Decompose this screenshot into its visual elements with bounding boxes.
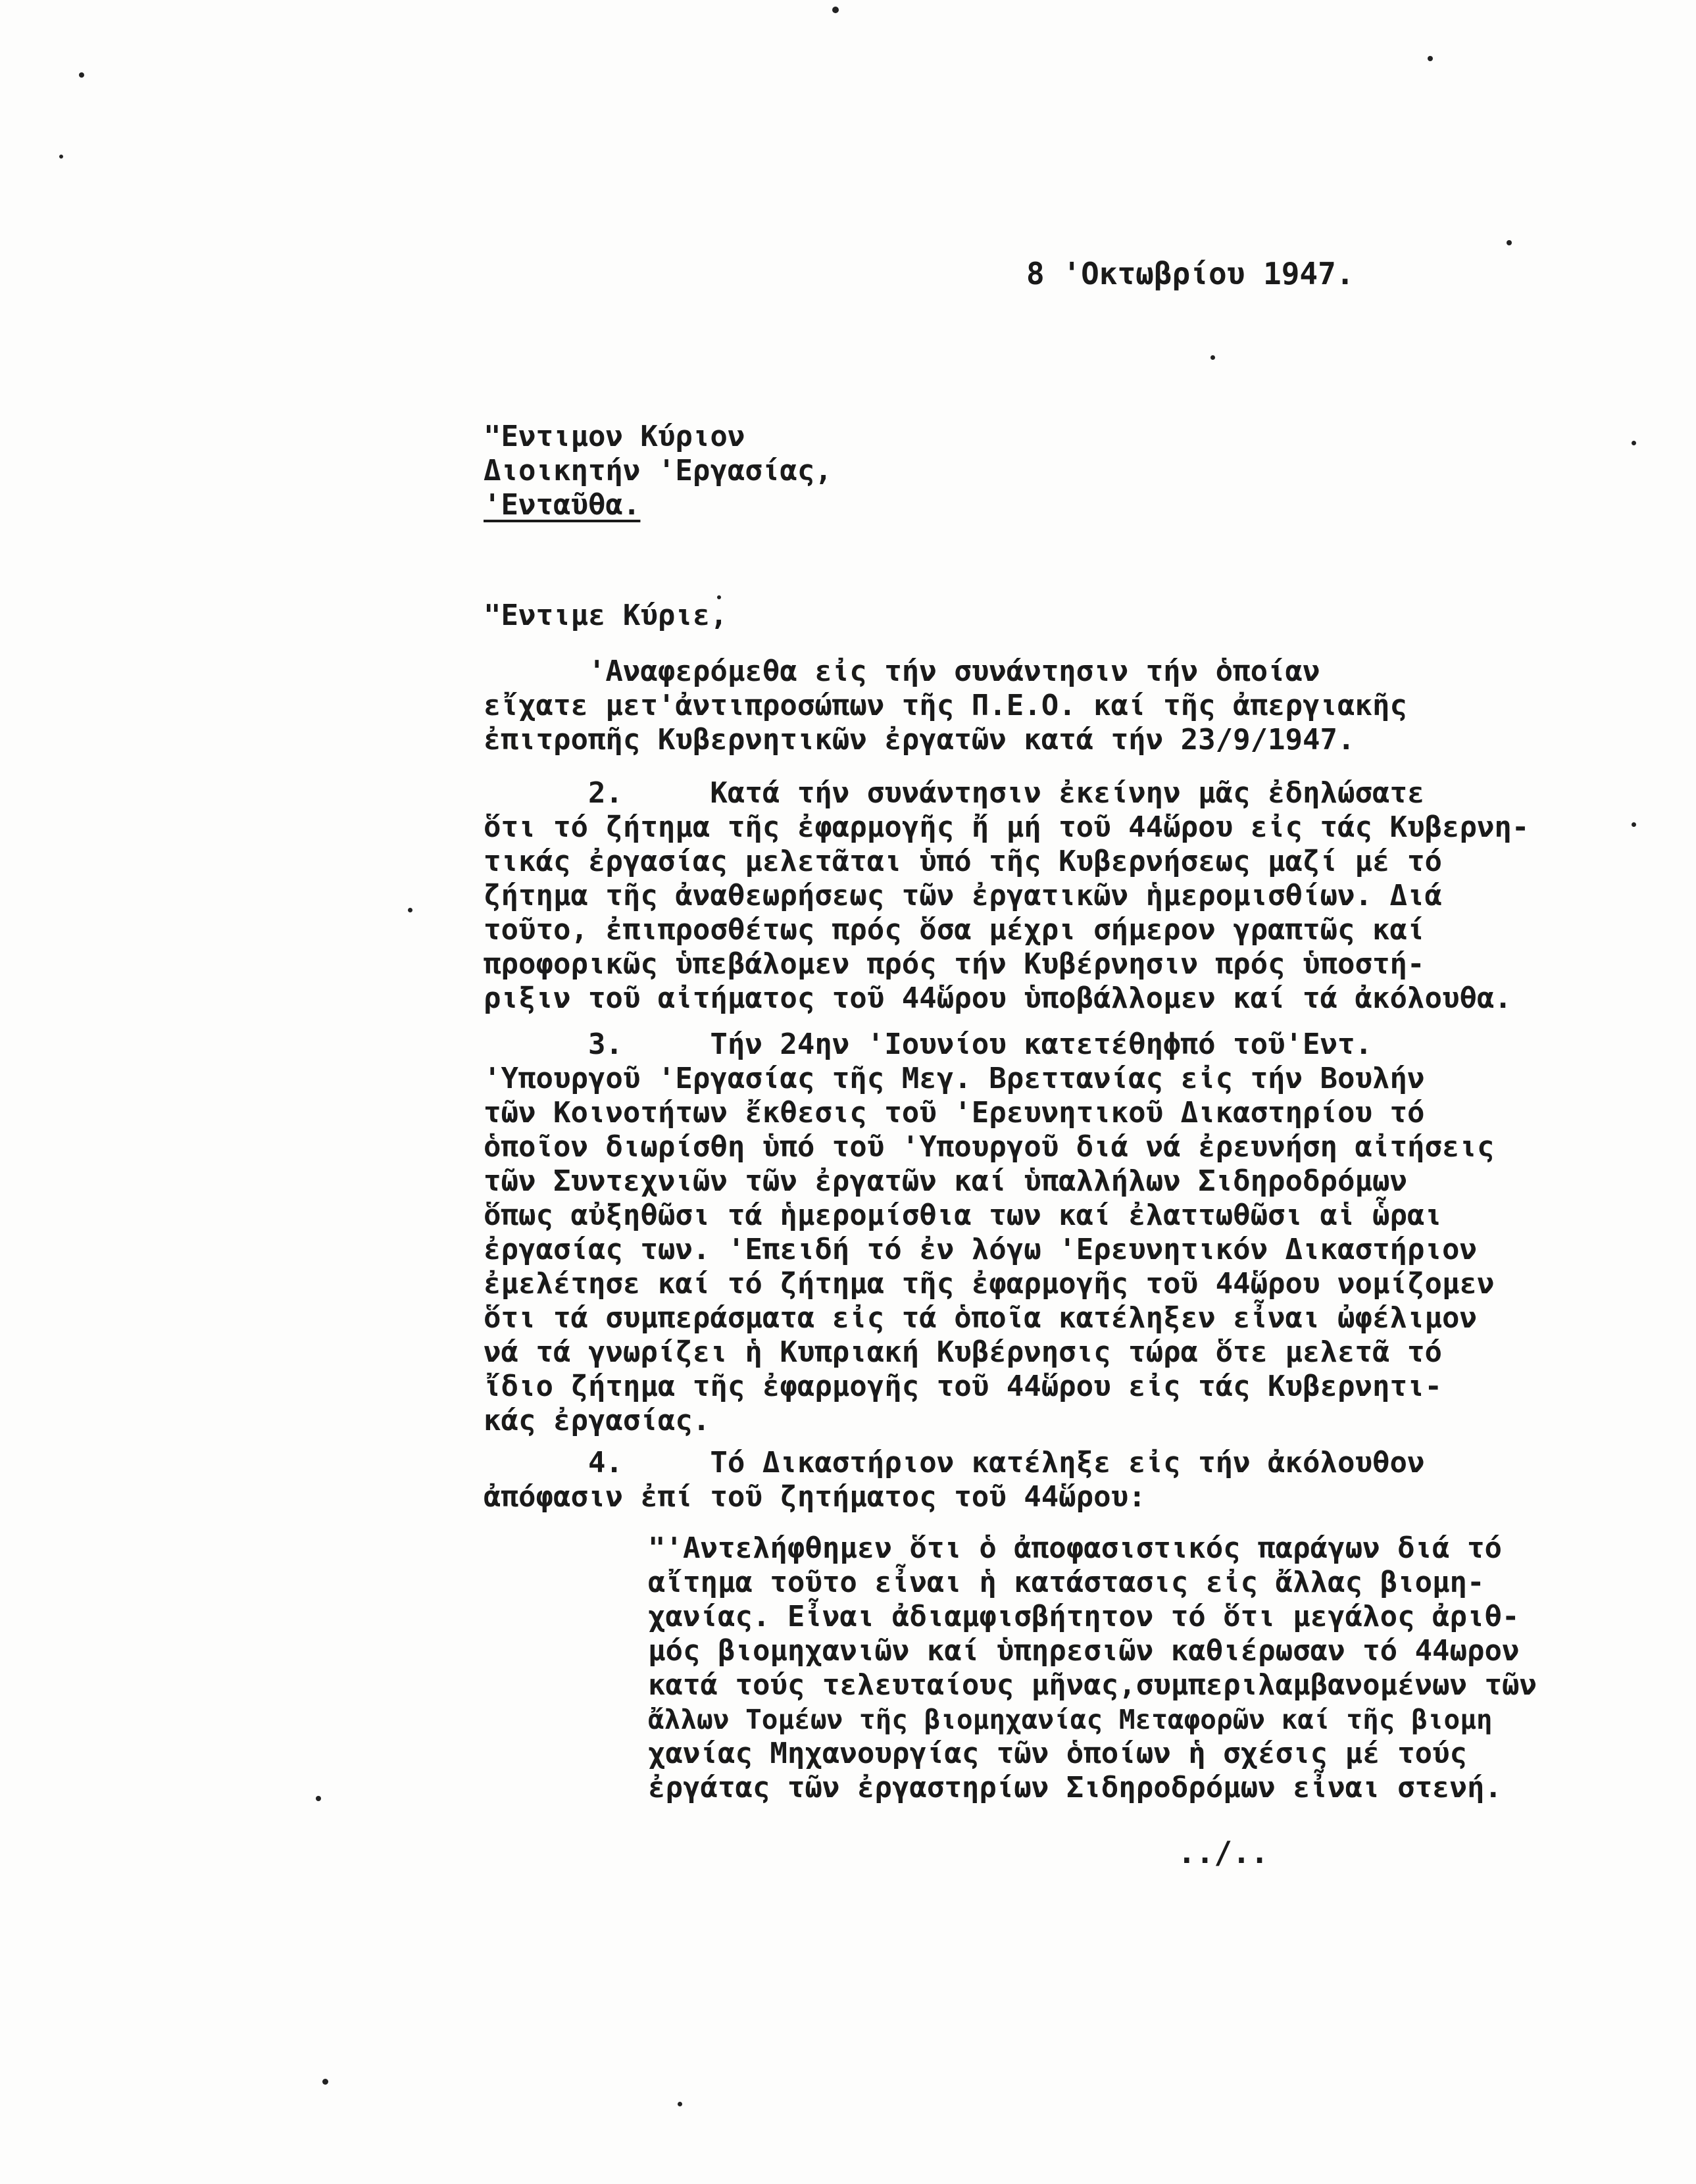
scan-speck [1507, 240, 1512, 245]
paragraph-3-line: ἴδιο ζήτημα τῆς ἐφαρμογῆς τοῦ 44ὥρου εἰς τάς Κυβερνητι- [484, 1370, 1442, 1403]
address-line-recipient: "Εντιμον Κύριον [484, 420, 745, 453]
paragraph-2-line: 2. Κατά τήν συνάντησιν ἐκείνην μᾶς ἐδηλώσατε [484, 776, 1425, 810]
paragraph-3-line: ὅτι τά συμπεράσματα εἰς τά ὁποῖα κατέληξεν εἶναι ὠφέλιμον [484, 1301, 1477, 1335]
scan-speck [79, 72, 84, 78]
salutation: "Εντιμε Κύριε, [484, 599, 728, 632]
quote-line: "'Αντελήφθημεν ὅτι ὁ ἀποφασιστικός παράγων διά τό [648, 1531, 1503, 1565]
quote-line: μός βιομηχανιῶν καί ὑπηρεσιῶν καθιέρωσαν τό 44ωρον [648, 1634, 1520, 1668]
quote-line: χανίας Μηχανουργίας τῶν ὁποίων ἡ σχέσις μέ τούς [648, 1737, 1468, 1770]
letter-date: 8 'Οκτωβρίου 1947. [1026, 256, 1355, 291]
scan-speck [832, 7, 839, 13]
paragraph-2-line: ζήτημα τῆς ἀναθεωρήσεως τῶν ἐργατικῶν ἡμερομισθίων. Διά [484, 879, 1442, 912]
paragraph-3-line: ἐργασίας των. 'Επειδή τό ἐν λόγω 'Ερευνητικόν Δικαστήριον [484, 1233, 1477, 1266]
paragraph-2-line: ὅτι τό ζήτημα τῆς ἐφαρμογῆς ἤ μή τοῦ 44ὥρου εἰς τάς Κυβερνη- [484, 810, 1530, 844]
paragraph-4-line: 4. Τό Δικαστήριον κατέληξε εἰς τήν ἀκόλουθον [484, 1446, 1425, 1479]
paragraph-3-line: τῶν Κοινοτήτων ἔκθεσις τοῦ 'Ερευνητικοῦ Δικαστηρίου τό [484, 1096, 1425, 1129]
paragraph-1-line: εἴχατε μετ'ἀντιπροσώπων τῆς Π.Ε.Ο. καί τῆς ἀπεργιακῆς [484, 689, 1407, 722]
quote-line: κατά τούς τελευταίους μῆνας,συμπεριλαμβανομένων τῶν [648, 1668, 1537, 1702]
quote-line: χανίας. Εἶναι ἀδιαμφισβήτητον τό ὅτι μεγάλος ἀριθ- [648, 1600, 1520, 1633]
scan-speck [1632, 822, 1636, 827]
scan-speck [1632, 441, 1636, 445]
paragraph-3-line: τῶν Συντεχνιῶν τῶν ἐργατῶν καί ὑπαλλήλων Σιδηροδρόμων [484, 1164, 1407, 1198]
paragraph-2-line: τικάς ἐργασίας μελετᾶται ὑπό τῆς Κυβερνήσεως μαζί μέ τό [484, 845, 1442, 878]
paragraph-1-line: ἐπιτροπῆς Κυβερνητικῶν ἐργατῶν κατά τήν 23/9/1947. [484, 723, 1355, 757]
paragraph-3-line: κάς ἐργασίας. [484, 1404, 711, 1437]
paragraph-3-line: ὅπως αὐξηθῶσι τά ἡμερομίσθια των καί ἐλαττωθῶσι αἱ ὧραι [484, 1199, 1442, 1232]
paragraph-3-line: νά τά γνωρίζει ἡ Κυπριακή Κυβέρνησις τώρα ὅτε μελετᾶ τό [484, 1335, 1442, 1369]
scan-speck [1428, 56, 1433, 61]
address-line-location: 'Ενταῦθα. [484, 488, 641, 522]
scan-speck [678, 2102, 682, 2106]
scan-speck [316, 1796, 321, 1801]
scan-speck [322, 2079, 328, 2085]
quote-line: ἐργάτας τῶν ἐργαστηρίων Σιδηροδρόμων εἶναι στενή. [648, 1771, 1503, 1804]
paragraph-2-line: τοῦτο, ἐπιπροσθέτως πρός ὅσα μέχρι σήμερον γραπτῶς καί [484, 913, 1425, 947]
paragraph-2-line: προφορικῶς ὑπεβάλομεν πρός τήν Κυβέρνησιν πρός ὑποστή- [484, 947, 1425, 981]
page-continuation-mark: ../.. [1178, 1835, 1269, 1870]
paragraph-3-line: ἐμελέτησε καί τό ζήτημα τῆς ἐφαρμογῆς τοῦ 44ὥρου νομίζομεν [484, 1267, 1495, 1301]
paragraph-2-line: ριξιν τοῦ αἰτήματος τοῦ 44ὥρου ὑποβάλλομεν καί τά ἀκόλουθα. [484, 981, 1512, 1015]
scan-speck [59, 155, 63, 159]
scan-speck [1210, 355, 1215, 360]
scan-speck [408, 908, 412, 912]
address-line-title: Διοικητήν 'Εργασίας, [484, 454, 832, 487]
paragraph-4-line: ἀπόφασιν ἐπί τοῦ ζητήματος τοῦ 44ὥρου: [484, 1480, 1146, 1514]
quote-line: ἄλλων Τομέων τῆς βιομηχανίας Μεταφορῶν καί τῆς βιομη [648, 1704, 1493, 1735]
paragraph-1-line: 'Αναφερόμεθα εἰς τήν συνάντησιν τήν ὁποίαν [484, 655, 1320, 688]
paragraph-3-line: ὁποῖον διωρίσθη ὑπό τοῦ 'Υπουργοῦ διά νά ἐρευνήση αἰτήσεις [484, 1130, 1495, 1164]
paragraph-3-line: 'Υπουργοῦ 'Εργασίας τῆς Μεγ. Βρεττανίας εἰς τήν Βουλήν [484, 1062, 1425, 1095]
paragraph-3-line: 3. Τήν 24ην 'Ιουνίου κατετέθηϕπό τοῦ'Εντ. [484, 1028, 1373, 1061]
quote-line: αἴτημα τοῦτο εἶναι ἡ κατάστασις εἰς ἄλλας βιομη- [648, 1566, 1485, 1599]
